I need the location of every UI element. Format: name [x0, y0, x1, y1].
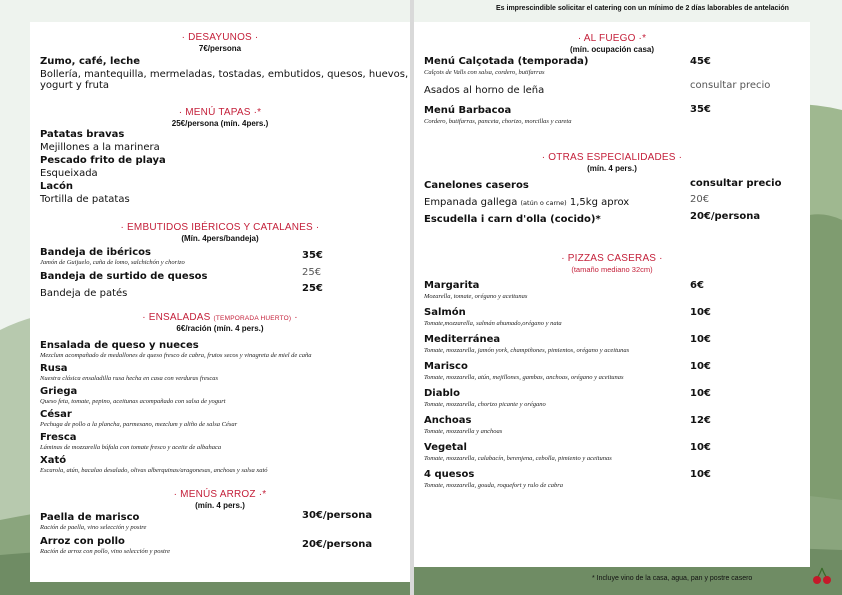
- pizza-desc: Tomate, mozzarella, gouda, roquefort y rulo de cabra: [424, 482, 564, 489]
- pizza-name: 4 quesos: [424, 469, 475, 480]
- pizza-price: 10€: [690, 469, 711, 480]
- arroz-name: Arroz con pollo: [40, 536, 125, 547]
- section-sub-pizzas: (tamaño mediano 32cm): [571, 265, 653, 274]
- desayunos-line: yogurt y fruta: [40, 80, 110, 91]
- ensalada-name: Xató: [40, 455, 67, 466]
- ensaladas-title-end: ·: [294, 312, 298, 323]
- section-title-pizzas: · PIZZAS CASERAS ·: [561, 253, 663, 264]
- left-page: [30, 22, 410, 582]
- embutido-name: Bandeja de ibéricos: [40, 247, 151, 258]
- fuego-desc: Cordero, butifarras, panceta, chorizo, morcillas y careta: [424, 118, 572, 125]
- fuego-name: Menú Calçotada (temporada): [424, 56, 589, 67]
- ensalada-name: Ensalada de queso y nueces: [40, 340, 199, 351]
- ensalada-desc: Láminas de mozzarella búfala con tomate fresco y aceite de albahaca: [40, 444, 222, 451]
- pizza-price: 10€: [690, 361, 711, 372]
- embutido-price: 25€: [302, 267, 322, 278]
- section-title-fuego: · AL FUEGO ·*: [577, 33, 647, 44]
- pizza-desc: Tomate, mozzarella y anchoas: [424, 428, 503, 435]
- fuego-desc: Calçots de Valls con salsa, cordero, butifarras: [424, 69, 545, 76]
- desayunos-line: Zumo, café, leche: [40, 56, 141, 67]
- pizza-desc: Tomate, mozzarella, atún, mejillones, gambas, anchoas, orégano y aceitunas: [424, 374, 624, 381]
- pizza-desc: Tomate, mozzarella, calabacín, berenjena, cebolla, pimiento y aceitunas: [424, 455, 612, 462]
- section-sub-tapas: 25€/persona (mín. 4pers.): [171, 119, 269, 128]
- ensalada-name: César: [40, 409, 72, 420]
- pizza-name: Salmón: [424, 307, 466, 318]
- fuego-price: consultar precio: [690, 80, 771, 91]
- ensaladas-season: (TEMPORADA HUERTO): [213, 315, 292, 322]
- right-page: [414, 22, 810, 567]
- pizza-price: 12€: [690, 415, 711, 426]
- arroz-price: 30€/persona: [302, 510, 373, 521]
- otras-price: 20€: [690, 194, 710, 205]
- section-title-arroz: · MENÚS ARROZ ·*: [173, 489, 267, 500]
- embutido-name: Bandeja de surtido de quesos: [40, 271, 208, 282]
- arroz-desc: Ración de arroz con pollo, vino selección y postre: [40, 548, 171, 555]
- cherry-logo-icon: [812, 566, 832, 586]
- ensalada-desc: Mezclum acompañado de medallones de queso fresco de cabra, frutos secos y vinagreta de miel de caña: [40, 352, 312, 359]
- pizza-price: 10€: [690, 307, 711, 318]
- empanada-note: (atún o carne): [520, 199, 567, 207]
- embutido-price: 25€: [302, 283, 323, 294]
- section-sub-desayunos: 7€/persona: [198, 44, 242, 53]
- ensalada-name: Griega: [40, 386, 78, 397]
- section-sub-fuego: (mín. ocupación casa): [569, 45, 655, 54]
- pizza-name: Anchoas: [424, 415, 472, 426]
- ensalada-desc: Escarola, atún, bacalao desalado, olivas alberquinas/aragonesas, anchoas y salsa xató: [40, 467, 268, 474]
- fuego-name: Asados al horno de leña: [424, 85, 545, 96]
- pizza-name: Vegetal: [424, 442, 467, 453]
- section-title-embutidos: · EMBUTIDOS IBÉRICOS Y CATALANES ·: [120, 222, 320, 233]
- pizza-desc: Mozarella, tomate, orégano y aceitunas: [424, 293, 528, 300]
- ensalada-name: Fresca: [40, 432, 77, 443]
- tapa-item: Mejillones a la marinera: [40, 142, 160, 153]
- section-title-tapas: · MENÚ TAPAS ·*: [178, 107, 262, 118]
- fuego-price: 45€: [690, 56, 711, 67]
- pizza-desc: Tomate, mozzarella, jamón york, champiñones, pimientos, orégano y aceitunas: [424, 347, 630, 354]
- pizza-name: Margarita: [424, 280, 480, 291]
- arroz-name: Paella de marisco: [40, 512, 140, 523]
- section-sub-arroz: (mín. 4 pers.): [195, 501, 245, 510]
- otras-price: consultar precio: [690, 178, 782, 189]
- tapa-item: Pescado frito de playa: [40, 155, 166, 166]
- pizza-price: 10€: [690, 442, 711, 453]
- otras-name: Escudella i carn d'olla (cocido)*: [424, 214, 601, 225]
- tapa-item: Patatas bravas: [40, 129, 125, 140]
- tapa-item: Lacón: [40, 181, 74, 192]
- section-title-otras: · OTRAS ESPECIALIDADES ·: [541, 152, 683, 163]
- otras-name-empanada: [424, 197, 629, 208]
- ensalada-desc: Nuestra clásica ensaladilla rusa hecha en casa con verduras frescas: [40, 375, 219, 382]
- embutido-price: 35€: [302, 250, 323, 261]
- pizza-desc: Tomate,mozzarella, salmán ahumado,orégano y nata: [424, 320, 562, 327]
- pizza-desc: Tomate, mozzarella, chorizo picante y orégano: [424, 401, 546, 408]
- desayunos-line: Bollería, mantequilla, mermeladas, tostadas, embutidos, quesos, huevos,: [40, 69, 409, 80]
- ensaladas-title: · ENSALADAS: [142, 312, 211, 323]
- empanada-name: Empanada gallega: [424, 197, 518, 208]
- pizza-name: Diablo: [424, 388, 460, 399]
- fuego-price: 35€: [690, 104, 711, 115]
- section-title-desayunos: · DESAYUNOS ·: [181, 32, 259, 43]
- ensalada-name: Rusa: [40, 363, 68, 374]
- pizza-price: 6€: [690, 280, 704, 291]
- ensalada-desc: Pechuga de pollo a la plancha, parmesano, mezclum y aliño de salsa César: [40, 421, 238, 428]
- embutido-desc: Jamón de Guijuelo, caña de lomo, salchichón y chorizo: [40, 259, 185, 266]
- pizza-name: Marisco: [424, 361, 468, 372]
- fuego-name: Menú Barbacoa: [424, 105, 512, 116]
- otras-price: 20€/persona: [690, 211, 761, 222]
- catering-notice: Es imprescindible solicitar el catering con un mínimo de 2 días laborables de antelación: [496, 5, 789, 12]
- tapa-item: Esqueixada: [40, 168, 98, 179]
- pizza-price: 10€: [690, 388, 711, 399]
- empanada-size: 1,5kg aprox: [569, 197, 630, 208]
- tapa-item: Tortilla de patatas: [40, 194, 130, 205]
- section-sub-otras: (mín. 4 pers.): [587, 164, 637, 173]
- ensalada-desc: Queso feta, tomate, pepino, aceitunas acompañado con salsa de yogurt: [40, 398, 226, 405]
- section-title-ensaladas: [30, 312, 410, 323]
- footnote: * Incluye vino de la casa, agua, pan y postre casero: [592, 575, 753, 582]
- embutido-name: Bandeja de patés: [40, 288, 128, 299]
- pizza-price: 10€: [690, 334, 711, 345]
- arroz-desc: Ración de paella, vino selección y postre: [40, 524, 147, 531]
- section-sub-embutidos: (Mín. 4pers/bandeja): [181, 234, 259, 243]
- section-sub-ensaladas: 6€/ración (mín. 4 pers.): [176, 324, 264, 333]
- pizza-name: Mediterránea: [424, 334, 501, 345]
- otras-name: Canelones caseros: [424, 180, 529, 191]
- arroz-price: 20€/persona: [302, 539, 373, 550]
